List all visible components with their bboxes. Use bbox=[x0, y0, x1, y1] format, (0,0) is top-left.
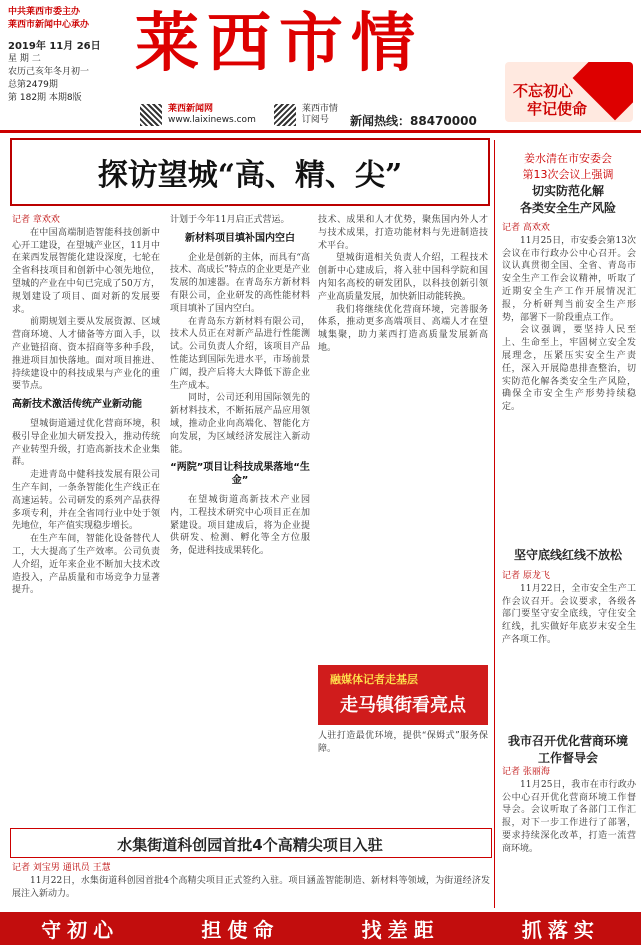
paragraph: 计划于今年11月启正式营运。 bbox=[170, 215, 290, 225]
sidebar-article-title: 坚守底线红线不放松 bbox=[513, 548, 622, 562]
article-byline: 记者 原龙飞 bbox=[502, 571, 550, 581]
sidebar-article-1 bbox=[502, 222, 636, 534]
article-byline: 记者 高欢欢 bbox=[502, 223, 550, 233]
paragraph: 11月22日，全市安全生产工作会议召开。会议要求，各级各部门要坚守安全底线，守住安全红线，扎实做好年底岁末安全生产各项工作。 bbox=[502, 583, 636, 645]
article-byline: 记者 张丽海 bbox=[502, 767, 550, 777]
issue-date: 2019年 11月 26日 bbox=[8, 41, 101, 52]
newspaper-logo: 莱西市情 bbox=[135, 6, 423, 81]
article-byline: 记者 刘宝男 通讯员 王慧 bbox=[12, 863, 111, 873]
masthead-info bbox=[8, 6, 128, 105]
paragraph: 11月25日，市安委会第13次会议在市行政办公中心召开。会议认真贯彻全国、全省、青岛市安全生产工作会议精神，听取了近期安全生产工作开展情况汇报，分析研判当前安全生产形势，部署下一阶段重点工作。 bbox=[502, 235, 636, 323]
article-column-2 bbox=[170, 214, 310, 826]
masthead-rule bbox=[0, 130, 641, 133]
paragraph: 企业是创新的主体，而具有“高技术、高成长”特点的企业更是产业发展的加速器。在青岛东方新材料有限公司，企业研发的高性能材料项目填补了国内空白。 bbox=[170, 252, 310, 314]
app-links bbox=[140, 103, 344, 127]
organizer-line: 莱西市新闻中心承办 bbox=[8, 20, 90, 30]
slogan-text bbox=[513, 82, 587, 118]
column-divider bbox=[494, 140, 495, 908]
paragraph: 人驻打造最优环境，提供“保姆式”服务保障。 bbox=[318, 731, 488, 754]
news-hotline: 新闻热线：88470000 bbox=[350, 114, 477, 128]
sidebar-article-3 bbox=[502, 766, 636, 908]
bottom-article-title: 水集街道科创园首批4个高精尖项目入驻 bbox=[117, 836, 383, 854]
paragraph: 在望城街道高新技术产业园内，工程技术研究中心项目正在加紧建设。项目建成后，将为企业提供研发、检测、孵化等全方位服务，促进科技成果转化。 bbox=[170, 494, 310, 557]
app-name: 莱西新闻网 bbox=[168, 104, 214, 114]
bottom-article-body bbox=[12, 862, 490, 910]
footer-slogan-item: 抓落实 bbox=[521, 918, 600, 942]
paragraph: 在中国高端制造智能科技创新中心开工建设，在望城产业区，11月中在莱西发展智能化建设深度，七轮在全省科技项目和创新中心领先地位，望城的产业在中旬已完成了50万方，规划建设了项目、面对新的发展要求。 bbox=[12, 227, 160, 315]
qr-code-icon-2[interactable] bbox=[274, 104, 296, 126]
weekday: 星 期 二 bbox=[8, 54, 41, 64]
footer-slogan-item: 担使命 bbox=[201, 918, 280, 942]
paragraph: 前期规划主要从发展资源、区域营商环境、人才储备等方面入手，以产业链招商、资本招商等多种手段，推进项目加快落地。面对项目推进、持续建设中的科技成果与产业化的重要节点。 bbox=[12, 317, 160, 392]
article-column-3-tail bbox=[318, 730, 488, 826]
article-byline: 记者 章欢欢 bbox=[12, 215, 60, 225]
article-column-1 bbox=[12, 214, 160, 826]
paragraph: 望城街道通过优化营商环境，积极引导企业加大研发投入，推动传统产业转型升级，打造高新技术企业集群。 bbox=[12, 418, 160, 468]
paragraph: 11月22日，水集街道科创园首批4个高精尖项目正式签约入驻。项目涵盖智能制造、新材料等领域，为街道经济发展注入新动力。 bbox=[12, 875, 490, 899]
subscribe-label: 莱西市情 订阅号 bbox=[301, 104, 338, 125]
footer-slogan-bar bbox=[0, 912, 641, 945]
footer-slogan-item: 找差距 bbox=[361, 918, 440, 942]
paragraph: 望城街道相关负责人介绍，工程技术创新中心建成后，将入驻中国科学院和国内知名高校的研发团队，以科技创新引领产业高质量发展，加快新旧动能转换。 bbox=[318, 253, 488, 302]
article-column-3 bbox=[318, 214, 488, 660]
issue-number: 第 182期 本期8版 bbox=[8, 93, 82, 103]
paragraph: 在生产车间，智能化设备替代人工，大大提高了生产效率。公司负责人介绍，近年来企业不断加大技术改造投入，产品质量和市场竞争力显著提升。 bbox=[12, 534, 160, 596]
app-label bbox=[168, 104, 256, 126]
sidebar-article-2 bbox=[502, 570, 636, 720]
section-subhead: “两院”项目让科技成果落地“生金” bbox=[170, 462, 310, 487]
promo-line-1: 融媒体记者走基层 bbox=[330, 673, 418, 686]
publisher-line: 中共莱西市委主办 bbox=[8, 7, 81, 17]
section-subhead: 高新技术激活传统产业新动能 bbox=[12, 399, 142, 411]
issue-total: 总第2479期 bbox=[8, 80, 58, 90]
slogan-line-2: 牢记使命 bbox=[527, 100, 588, 118]
sidebar-kicker: 姜水清在市安委会 第13次会议上强调 bbox=[522, 152, 614, 181]
paragraph: 同时，公司还利用国际领先的新材料技术，不断拓展产品应用领域，推动企业向高端化、智能化方向发展，为区域经济发展注入新动能。 bbox=[170, 393, 310, 455]
paragraph: 在青岛东方新材料有限公司，技术人员正在对新产品进行性能测试。公司负责人介绍，该项目产品性能达到国际先进水平，市场前景广阔，投产后将大大降低下游企业生产成本。 bbox=[170, 316, 310, 391]
sidebar-article-title: 切实防范化解 各类安全生产风险 bbox=[519, 184, 616, 215]
paragraph: 我们将继续优化营商环境，完善服务体系，推动更多高端项目、高端人才在望城集聚，助力莱西打造高质量发展新高地。 bbox=[318, 304, 488, 353]
paragraph: 11月25日，我市在市行政办公中心召开优化营商环境工作督导会。会议听取了各部门工作汇报，对下一步工作进行了部署，要求持续深化改革，打造一流营商环境。 bbox=[502, 779, 636, 854]
page-title: 探访望城“高、精、尖” bbox=[97, 158, 403, 193]
slogan-banner bbox=[505, 62, 633, 122]
paragraph: 技术、成果和人才优势，聚焦国内外人才与技术成果，打造功能材料与先进制造技术平台。 bbox=[318, 215, 488, 251]
promo-line-2: 走马镇街看亮点 bbox=[340, 695, 466, 716]
footer-slogan-item: 守初心 bbox=[41, 918, 120, 942]
paragraph: 走进青岛中健科技发展有限公司生产车间，一条条智能化生产线正在高速运转。公司研发的系列产品获得多项专利，并在全省同行业中处于领先地位，年产值实现稳步增长。 bbox=[12, 470, 160, 532]
qr-code-icon[interactable] bbox=[140, 104, 162, 126]
section-subhead: 新材料项目填补国内空白 bbox=[185, 232, 295, 244]
app-url[interactable]: www.laixinews.com bbox=[168, 115, 256, 125]
lunar-date: 农历己亥年冬月初一 bbox=[8, 67, 90, 77]
sidebar-article-title: 我市召开优化营商环境 工作督导会 bbox=[507, 734, 628, 765]
promo-banner[interactable] bbox=[318, 665, 488, 725]
slogan-line-1: 不忘初心 bbox=[513, 82, 574, 100]
paragraph: 会议强调，要坚持人民至上、生命至上，牢固树立安全发展理念，压紧压实安全生产责任，深入开展隐患排查整治，切实防范化解各类安全生产风险，确保全市安全生产形势持续稳定。 bbox=[502, 325, 636, 413]
